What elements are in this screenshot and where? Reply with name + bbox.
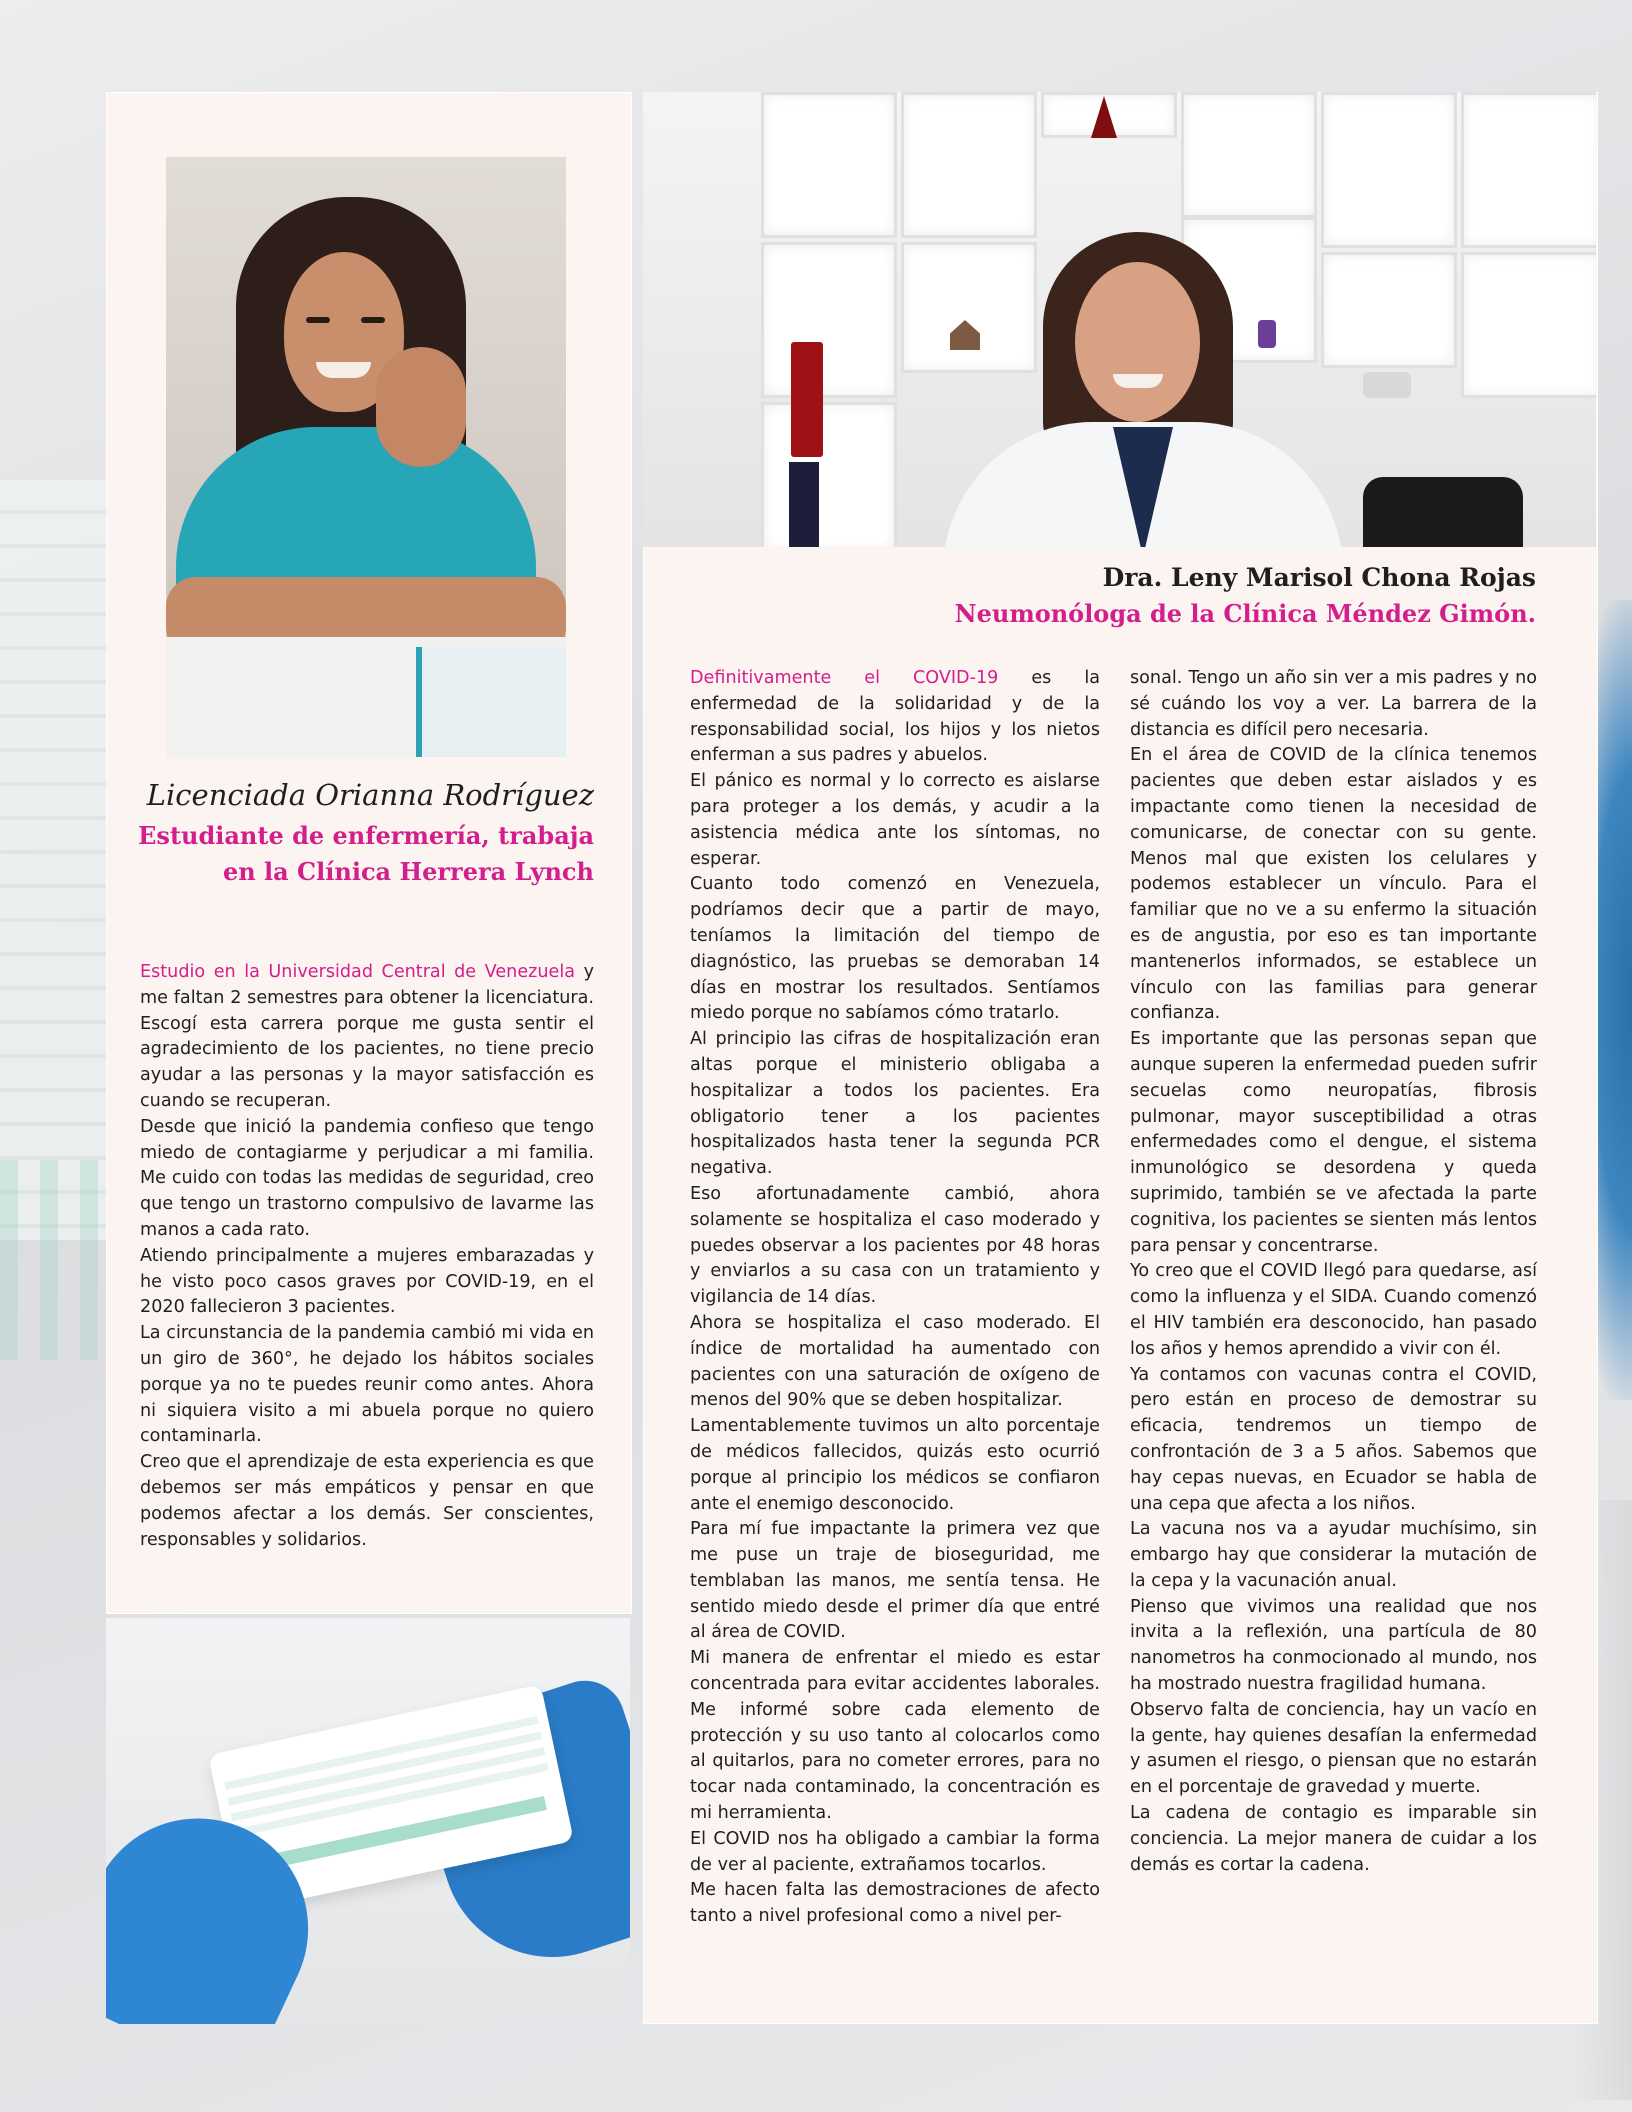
paragraph: La circunstancia de la pandemia cambió mi vida en un giro de 360°, he dejado los hábitos sociales porque ya no te puedes reunir como antes. Ahora ni siquiera visito a mi abuela porque no quiero contaminarla.: [140, 1323, 594, 1447]
paragraph: Cuanto todo comenzó en Venezuela, podríamos decir que a partir de mayo, teníamos la limitación del tiempo de diagnóstico, las pruebas se demoraban 14 días en mostrar los resultados. Sentíamos miedo porque no sabíamos cómo tratarlo.: [690, 874, 1100, 1024]
paragraph: Yo creo que el COVID llegó para quedarse, así como la influenza y el SIDA. Cuando comenzó el HIV también era desconocido, han pasado los años y hemos aprendido a vivir con él.: [1130, 1261, 1537, 1359]
doctor-portrait-photo: [643, 92, 1596, 547]
background-mask-stripes: [0, 1160, 120, 1360]
paragraph: Ahora se hospitaliza el caso moderado. El índice de mortalidad ha aumentado con pacientes con una saturación de oxígeno de menos del 90% que se deben hospitalizar.: [690, 1312, 1100, 1411]
paragraph: Definitivamente el COVID-19 es la enfermedad de la solidaridad y de la responsabilidad social, los hijos y los nietos enferman a sus padres y abuelos.: [690, 668, 1100, 766]
right-profile-name: Dra. Leny Marisol Chona Rojas: [1102, 563, 1536, 592]
paragraph: Pienso que vivimos una realidad que nos invita a la reflexión, una partícula de 80 nanometros ha conmocionado al mundo, nos ha mostrado nuestra fragilidad humana.: [1130, 1596, 1537, 1695]
paragraph: La vacuna nos va a ayudar muchísimo, sin embargo hay que considerar la mutación de la cepa y la vacunación anual.: [1130, 1519, 1537, 1591]
paragraph: La cadena de contagio es imparable sin conciencia. La mejor manera de cuidar a los demás es cortar la cadena.: [1130, 1803, 1537, 1875]
right-article-text-col2: [1130, 666, 1537, 1878]
right-profile-role: Neumonóloga de la Clínica Méndez Gimón.: [954, 599, 1536, 628]
paragraph: sonal. Tengo un año sin ver a mis padres y no sé cuándo los voy a ver. La barrera de la distancia es difícil pero necesaria.: [1130, 668, 1537, 740]
lead-phrase: Estudio en la Universidad Central de Venezuela: [140, 962, 576, 982]
paragraph: Eso afortunadamente cambió, ahora solamente se hospitaliza el caso moderado y puedes observar a los pacientes por 48 horas y enviarlos a su casa con un tratamiento y vigilancia de 14 días.: [690, 1183, 1100, 1308]
paragraph: Para mí fue impactante la primera vez que me puse un traje de bioseguridad, me temblaban las manos, me sentía tensa. He sentido miedo desde el primer día que entré al área de COVID.: [690, 1519, 1100, 1643]
paragraph: Al principio las cifras de hospitalización eran altas porque el ministerio obligaba a hospitalizar a todos los pacientes. Era obligatorio tener a los pacientes hospitalizados hasta tener la segunda PCR negativa.: [690, 1029, 1100, 1179]
paragraph: Creo que el aprendizaje de esta experiencia es que debemos ser más empáticos y pensar en que podemos afectar a los demás. Ser conscientes, responsables y solidarios.: [140, 1452, 594, 1550]
lead-phrase: Definitivamente el COVID-19: [690, 668, 999, 688]
paragraph: Lamentablemente tuvimos un alto porcentaje de médicos fallecidos, quizás esto ocurrió porque al principio los médicos se confiaron ante el enemigo desconocido.: [690, 1416, 1100, 1514]
paragraph: Es importante que las personas sepan que aunque superen la enfermedad pueden sufrir secuelas como neuropatías, fibrosis pulmonar, mayor susceptibilidad a otras enfermedades como el dengue, el sistema inmunológico se desordena y queda suprimido, también se ve afectada la parte cognitiva, los pacientes se sienten más lentos para pensar y concentrarse.: [1130, 1029, 1537, 1256]
nurse-portrait-photo: [166, 157, 566, 757]
gloves-mask-photo: [106, 1618, 630, 2024]
left-article-text: [140, 960, 594, 1553]
left-caption: [120, 776, 594, 890]
paragraph: El COVID nos ha obligado a cambiar la forma de ver al paciente, extrañamos tocarlos.: [690, 1828, 1100, 1875]
paragraph: Me hacen falta las demostraciones de afecto tanto a nivel profesional como a nivel per-: [690, 1880, 1100, 1927]
paragraph: El pánico es normal y lo correcto es aislarse para proteger a los demás, y acudir a la asistencia médica ante los síntomas, no esperar.: [690, 771, 1100, 869]
paragraph: Estudio en la Universidad Central de Venezuela y me faltan 2 semestres para obtener la licenciatura. Escogí esta carrera porque me gusta sentir el agradecimiento de los pacientes, no tiene precio ayudar a las personas y la mayor satisfacción es cuando se recuperan.: [140, 962, 594, 1111]
left-profile-name: Licenciada Orianna Rodríguez: [146, 778, 594, 812]
paragraph: Atiendo principalmente a mujeres embarazadas y he visto poco casos graves por COVID-19, en el 2020 fallecieron 3 pacientes.: [140, 1245, 594, 1318]
paragraph: En el área de COVID de la clínica tenemos pacientes que deben estar aislados y es impactante como tienen la necesidad de comunicarse, de conectar con su gente. Menos mal que existen los celulares y podemos establecer un vínculo. Para el familiar que no ve a su enfermo la situación es de angustia, por eso es tan importante mantenerlos informados, se establece un vínculo con las familias para generar confianza.: [1130, 745, 1537, 1024]
right-article-text-col1: [690, 666, 1100, 1930]
left-profile-role: Estudiante de enfermería, trabaja en la Clínica Herrera Lynch: [138, 821, 594, 886]
paragraph: Ya contamos con vacunas contra el COVID, pero están en proceso de demostrar su eficacia, tendremos un tiempo de confrontación de 3 a 5 años. Sabemos que hay cepas nuevas, en Ecuador se habla de una cepa que afecta a los niños.: [1130, 1364, 1537, 1514]
right-caption: [700, 560, 1536, 632]
paragraph: Observo falta de conciencia, hay un vacío en la gente, hay quienes desafían la enfermedad y asumen el riesgo, o piensan que no estarán en el porcentaje de gravedad y muerte.: [1130, 1699, 1537, 1798]
paragraph: Desde que inició la pandemia confieso que tengo miedo de contagiarme y perjudicar a mi familia. Me cuido con todas las medidas de seguridad, creo que tengo un trastorno compulsivo de lavarme las manos a cada rato.: [140, 1116, 594, 1240]
paragraph: Mi manera de enfrentar el miedo es estar concentrada para evitar accidentes laborales. Me informé sobre cada elemento de protección y su uso tanto al colocarlos como al quitarlos, para no cometer errores, para no tocar nada contaminado, la concentración es mi herramienta.: [690, 1648, 1100, 1824]
